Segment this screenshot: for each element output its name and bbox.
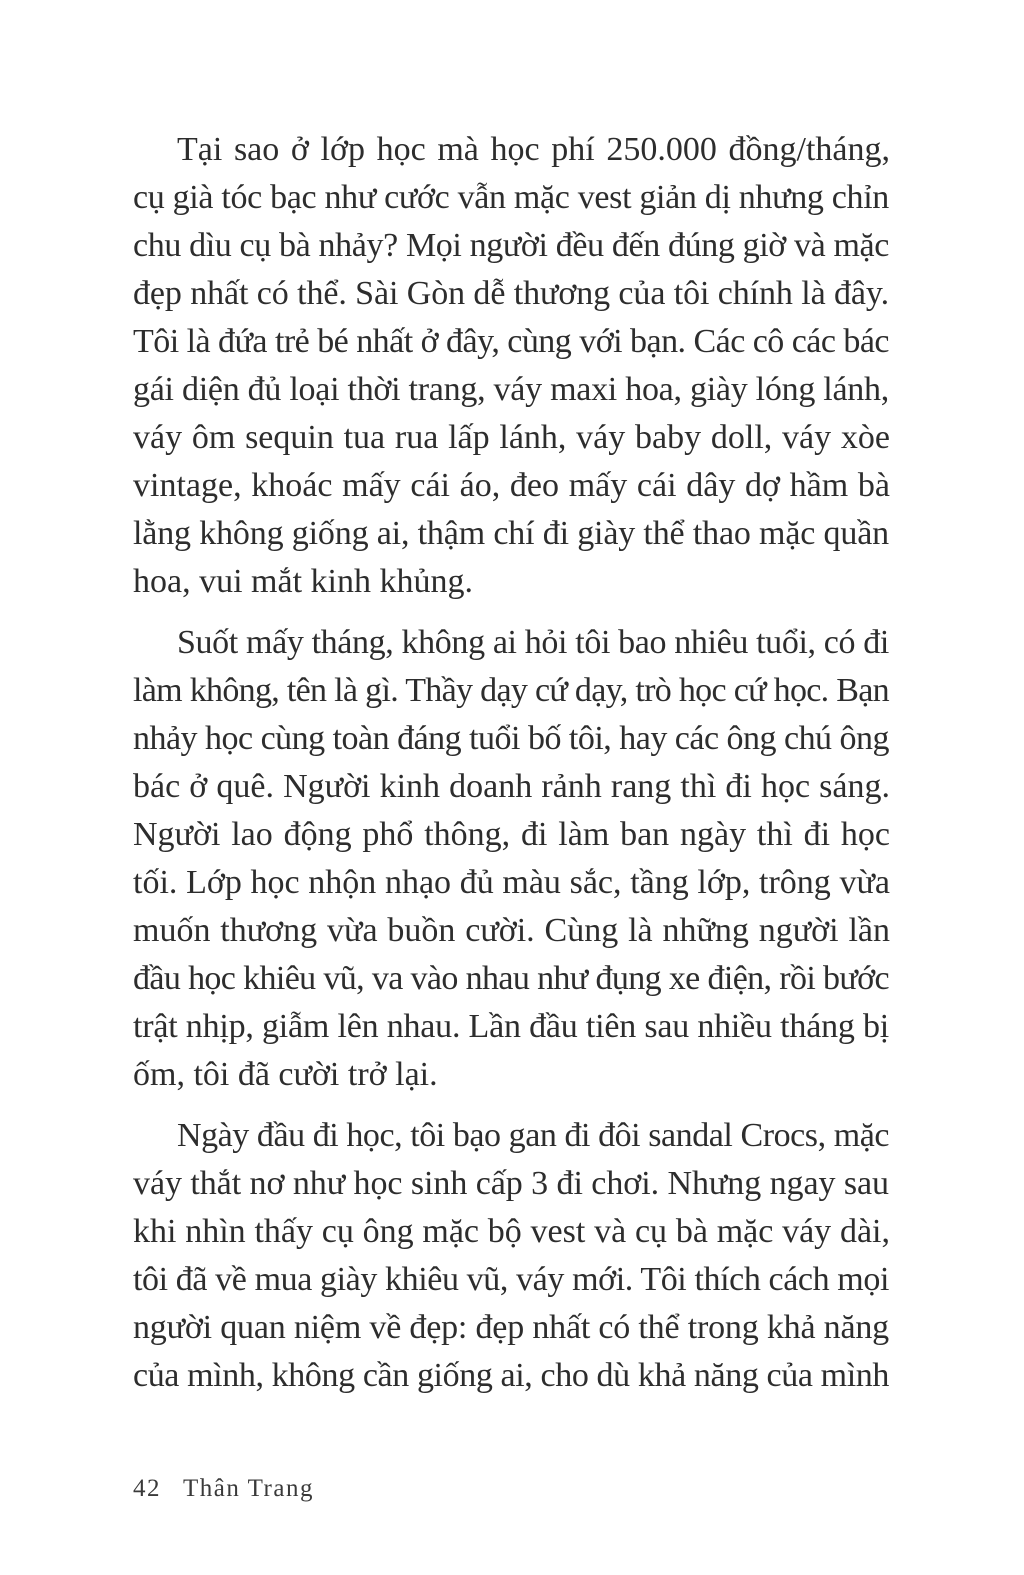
text-line: nhảy học cùng toàn đáng tuổi bố tôi, hay các ông chú ông (133, 720, 889, 757)
running-title: Thân Trang (183, 1475, 314, 1502)
text-line: ốm, tôi đã cười trở lại. (133, 1056, 438, 1093)
text-line: Ngày đầu đi học, tôi bạo gan đi đôi sandal Crocs, mặc (177, 1117, 889, 1154)
text-line: muốn thương vừa buồn cười. Cùng là những người lần (133, 912, 890, 949)
text-line: vintage, khoác mấy cái áo, đeo mấy cái dây dợ hầm bà (133, 467, 890, 504)
text-line: Tôi là đứa trẻ bé nhất ở đây, cùng với bạn. Các cô các bác (133, 323, 889, 360)
text-line: gái diện đủ loại thời trang, váy maxi hoa, giày lóng lánh, (133, 371, 889, 408)
text-line: của mình, không cần giống ai, cho dù khả năng của mình (133, 1357, 889, 1394)
paragraph (133, 126, 890, 606)
paragraph (133, 1112, 890, 1400)
text-line: váy ôm sequin tua rua lấp lánh, váy baby doll, váy xòe (133, 419, 890, 456)
text-line: làm không, tên là gì. Thầy dạy cứ dạy, trò học cứ học. Bạn (133, 672, 889, 709)
text-line: váy thắt nơ như học sinh cấp 3 đi chơi. Nhưng ngay sau (133, 1165, 889, 1202)
text-line: Suốt mấy tháng, không ai hỏi tôi bao nhiêu tuổi, có đi (177, 624, 889, 661)
text-line: hoa, vui mắt kinh khủng. (133, 563, 473, 600)
body-text (133, 126, 890, 1400)
text-line: tôi đã về mua giày khiêu vũ, váy mới. Tôi thích cách mọi (133, 1261, 889, 1298)
paragraph (133, 619, 890, 1099)
text-line: Người lao động phổ thông, đi làm ban ngày thì đi học (133, 816, 890, 853)
text-line: tối. Lớp học nhộn nhạo đủ màu sắc, tầng lớp, trông vừa (133, 864, 890, 901)
page-number: 42 (133, 1475, 161, 1502)
text-line: người quan niệm về đẹp: đẹp nhất có thể trong khả năng (133, 1309, 889, 1346)
text-line: trật nhịp, giẫm lên nhau. Lần đầu tiên sau nhiều tháng bị (133, 1008, 889, 1045)
page-footer (133, 1474, 314, 1504)
text-line: đầu học khiêu vũ, va vào nhau như đụng xe điện, rồi bước (133, 960, 889, 997)
text-line: cụ già tóc bạc như cước vẫn mặc vest giản dị nhưng chỉn (133, 179, 889, 216)
text-line: lằng không giống ai, thậm chí đi giày thể thao mặc quần (133, 515, 889, 552)
text-line: đẹp nhất có thể. Sài Gòn dễ thương của tôi chính là đây. (133, 275, 889, 312)
text-line: bác ở quê. Người kinh doanh rảnh rang thì đi học sáng. (133, 768, 890, 805)
text-line: Tại sao ở lớp học mà học phí 250.000 đồng/tháng, (177, 131, 890, 168)
text-line: khi nhìn thấy cụ ông mặc bộ vest và cụ bà mặc váy dài, (133, 1213, 890, 1250)
text-line: chu dìu cụ bà nhảy? Mọi người đều đến đúng giờ và mặc (133, 227, 889, 264)
